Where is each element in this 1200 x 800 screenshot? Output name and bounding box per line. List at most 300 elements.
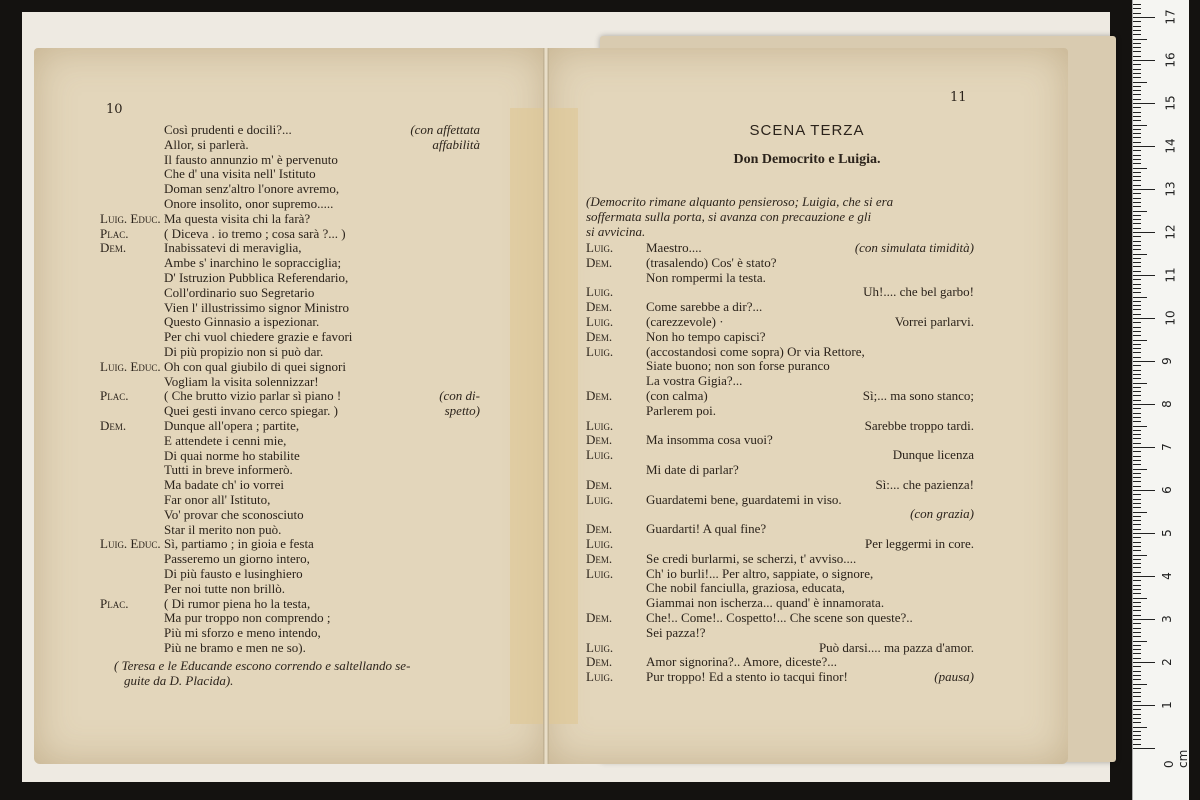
ruler-tick (1133, 563, 1141, 564)
ruler-tick (1133, 202, 1141, 203)
ruler-tick (1133, 116, 1141, 117)
verse-line: Che nobil fanciulla, graziosa, educata, (646, 580, 845, 596)
verse-line: Mi date di parlar? (646, 462, 739, 477)
ruler-tick (1133, 567, 1141, 568)
ruler-tick (1133, 593, 1141, 594)
ruler-tick (1133, 374, 1141, 375)
ruler-tick (1133, 679, 1141, 680)
ruler-number: 6 (1159, 486, 1174, 494)
speaker-label: Luig. (586, 669, 614, 685)
ruler-tick (1133, 370, 1141, 371)
verse-line: Di più fausto e lusinghiero (164, 566, 303, 581)
verse-line: Ch' io burli!... Per altro, sappiate, o signore, (646, 565, 874, 581)
verse-line: Di più propizio non si può dar. (164, 344, 324, 359)
verse-line: Oh con qual giubilo di quei signori (164, 358, 346, 374)
ruler-tick (1133, 129, 1141, 130)
verse-line: Ma pur troppo non comprendo ; (164, 610, 331, 626)
speaker-label: Dem. (100, 240, 127, 256)
ruler-tick (1133, 219, 1141, 220)
ruler-tick (1133, 576, 1155, 577)
ruler-tick (1133, 352, 1141, 353)
ruler-number: 16 (1163, 52, 1178, 68)
ruler-tick (1133, 51, 1141, 52)
ruler-tick (1133, 180, 1141, 181)
speaker-label: Dem. (586, 299, 613, 315)
speaker-label: Luig. (586, 565, 614, 581)
page-number: 10 (106, 102, 123, 117)
verse-line: Giammai non ischerza... quand' è innamorata. (646, 595, 885, 611)
verse-line: Più mi sforzo e meno intendo, (164, 625, 321, 641)
verse-line: (trasalendo) Cos' è stato? (646, 254, 777, 270)
ruler-tick (1133, 602, 1141, 603)
ruler-tick (1133, 331, 1141, 332)
ruler-tick (1133, 26, 1141, 27)
ruler-number: 5 (1159, 529, 1174, 537)
speaker-label: Luig. (586, 284, 614, 300)
scene-title: SCENA TERZA (749, 122, 865, 139)
verse-line: Più ne bramo e men ne so). (164, 640, 306, 655)
ruler-number: 15 (1163, 95, 1178, 111)
ruler-tick (1133, 520, 1141, 521)
speaker-label: Dem. (586, 328, 613, 344)
ruler-tick (1133, 172, 1141, 173)
speaker-label: Dem. (586, 476, 613, 492)
aside-text: Sì:... che pazienza! (875, 476, 974, 492)
aside-text: Vorrei parlarvi. (894, 314, 974, 329)
ruler-tick (1133, 185, 1141, 186)
ruler-tick (1133, 623, 1141, 624)
ruler-tick (1133, 365, 1141, 366)
ruler-tick (1133, 348, 1141, 349)
ruler-tick (1133, 400, 1141, 401)
ruler-number: 13 (1163, 181, 1178, 197)
verse-line: Pur troppo! Ed a stento io tacqui finor! (646, 669, 848, 685)
verse-line: Ma questa visita chi la farà? (164, 210, 311, 226)
aside-text: Dunque licenza (892, 447, 974, 463)
verse-line: Doman senz'altro l'onore avremo, (164, 181, 340, 197)
page-number: 11 (950, 90, 967, 105)
speaker-label: Plac. (100, 388, 129, 404)
aside-text: (con di- (439, 388, 480, 404)
ruler-tick (1133, 507, 1141, 508)
ruler-tick (1133, 314, 1141, 315)
verse-line: Così prudenti e docili?... (164, 122, 292, 137)
ruler-tick (1133, 477, 1141, 478)
verse-line: Amor signorina?.. Amore, diceste?... (646, 654, 837, 670)
ruler-tick (1133, 30, 1141, 31)
ruler-tick (1133, 533, 1155, 534)
verse-line: Che!.. Come!.. Cospetto!... Che scene son queste?.. (646, 610, 913, 625)
ruler-tick (1133, 555, 1147, 556)
ruler-tick (1133, 426, 1147, 427)
ruler-tick (1133, 589, 1141, 590)
ruler-tick (1133, 211, 1147, 212)
stage-direction: guite da D. Placida). (124, 673, 234, 688)
ruler-tick (1133, 417, 1141, 418)
speaker-label: Luig. Educ. (100, 358, 161, 374)
right-page (546, 48, 1068, 764)
ruler-tick (1133, 443, 1141, 444)
verse-line: (carezzevole) · (646, 314, 724, 329)
ruler-tick (1133, 189, 1155, 190)
ruler-tick (1133, 658, 1141, 659)
verse-line: Vien l' illustrissimo signor Ministro (164, 299, 350, 315)
ruler-tick (1133, 632, 1141, 633)
verse-line: Star il merito non può. (164, 521, 282, 537)
ruler-tick (1133, 206, 1141, 207)
ruler-tick (1133, 469, 1147, 470)
verse-line: Dunque all'opera ; partite, (164, 418, 300, 433)
verse-line: Siate buono; non son forse puranco (646, 358, 830, 374)
ruler-tick (1133, 73, 1141, 74)
binding-tape (510, 108, 546, 724)
ruler-tick (1133, 223, 1141, 224)
ruler-tick (1133, 327, 1141, 328)
ruler-tick (1133, 641, 1147, 642)
left-page (34, 48, 546, 764)
ruler-tick (1133, 606, 1141, 607)
ruler-tick (1133, 735, 1141, 736)
verse-line: Inabissatevi di meraviglia, (164, 240, 302, 256)
aside-text: (con simulata timidità) (854, 240, 974, 255)
verse-line: Tutti in breve informerò. (164, 462, 293, 478)
speaker-label: Plac. (100, 225, 129, 241)
aside-text: Sì;... ma sono stanco; (862, 388, 974, 403)
speaker-label: Luig. (586, 447, 614, 463)
ruler-tick (1133, 86, 1141, 87)
ruler-tick (1133, 318, 1155, 319)
ruler-tick (1133, 542, 1141, 543)
ruler-tick (1133, 69, 1141, 70)
verse-line: Non rompermi la testa. (646, 269, 766, 285)
ruler-tick (1133, 309, 1141, 310)
ruler-tick (1133, 357, 1141, 358)
ruler-number: 17 (1163, 9, 1178, 25)
ruler-tick (1133, 292, 1141, 293)
ruler-tick (1133, 494, 1141, 495)
verse-line: Vogliam la visita solennizzar! (164, 373, 319, 389)
ruler-tick (1133, 99, 1141, 100)
ruler-tick (1133, 516, 1141, 517)
verse-line: Vo' provar che sconosciuto (164, 506, 304, 522)
verse-line: Passeremo un giorno intero, (164, 551, 310, 567)
ruler-tick (1133, 39, 1147, 40)
ruler-tick (1133, 718, 1141, 719)
stage-direction: si avvicina. (586, 224, 646, 239)
scene-characters: Don Democrito e Luigia. (733, 152, 881, 167)
ruler-tick (1133, 262, 1141, 263)
stage-direction: ( Teresa e le Educande escono correndo e saltellando se- (114, 658, 411, 673)
speaker-label: Dem. (586, 550, 613, 566)
ruler-tick (1133, 512, 1147, 513)
ruler-tick (1133, 460, 1141, 461)
ruler-tick (1133, 305, 1141, 306)
ruler-tick (1133, 692, 1141, 693)
ruler-number: 1 (1159, 701, 1174, 709)
ruler-tick (1133, 378, 1141, 379)
ruler-tick (1133, 17, 1155, 18)
aside-text: Sarebbe troppo tardi. (864, 417, 974, 433)
ruler-tick (1133, 64, 1141, 65)
ruler-tick (1133, 236, 1141, 237)
ruler-tick (1133, 413, 1141, 414)
aside-text: (con affettata (410, 122, 480, 137)
stage-direction: soffermata sulla porta, si avanza con precauzione e gli (586, 209, 872, 224)
ruler-tick (1133, 13, 1141, 14)
verse-line: Non ho tempo capisci? (646, 328, 766, 344)
ruler-tick (1133, 619, 1155, 620)
verse-line: Maestro.... (646, 240, 702, 255)
speaker-label: Luig. (586, 639, 614, 655)
speaker-label: Luig. (586, 491, 614, 507)
ruler-number: 0 cm (1162, 749, 1190, 768)
speaker-label: Luig. Educ. (100, 536, 161, 552)
ruler-tick (1133, 77, 1141, 78)
speaker-label: Plac. (100, 595, 129, 611)
verse-line: Per noi tutte non brillò. (164, 580, 285, 596)
ruler-tick (1133, 653, 1141, 654)
ruler-tick (1133, 486, 1141, 487)
verse-line: Allor, si parlerà. (164, 136, 249, 152)
speaker-label: Dem. (586, 388, 613, 403)
ruler-tick (1133, 198, 1141, 199)
aside-text: Per leggermi in core. (864, 536, 974, 551)
ruler-tick (1133, 628, 1141, 629)
ruler-tick (1133, 615, 1141, 616)
verse-line: Guardarti! A qual fine? (646, 521, 767, 537)
ruler-tick (1133, 228, 1141, 229)
ruler-number: 3 (1159, 615, 1174, 623)
ruler-number: 8 (1159, 400, 1174, 408)
ruler-tick (1133, 585, 1141, 586)
ruler-tick (1133, 636, 1141, 637)
verse-line: Sì, partiamo ; in gioia e festa (164, 536, 314, 552)
ruler-tick (1133, 56, 1141, 57)
ruler-tick (1133, 159, 1141, 160)
ruler-tick (1133, 490, 1155, 491)
verse-line: Guardatemi bene, guardatemi in viso. (646, 491, 842, 507)
ruler-tick (1133, 383, 1147, 384)
speaker-label: Dem. (586, 654, 613, 670)
ruler-tick (1133, 241, 1141, 242)
ruler-tick (1133, 301, 1141, 302)
ruler-tick (1133, 464, 1141, 465)
ruler-tick (1133, 395, 1141, 396)
ruler-tick (1133, 727, 1147, 728)
speaker-label: Luig. Educ. (100, 210, 161, 226)
ruler-tick (1133, 546, 1141, 547)
ruler-tick (1133, 473, 1141, 474)
ruler-tick (1133, 430, 1141, 431)
ruler-tick (1133, 90, 1141, 91)
ruler-tick (1133, 103, 1155, 104)
speaker-label: Dem. (100, 418, 127, 433)
speaker-label: Luig. (586, 240, 614, 255)
verse-line: Parlerem poi. (646, 402, 717, 418)
ruler-tick (1133, 275, 1155, 276)
ruler-tick (1133, 666, 1141, 667)
ruler-tick (1133, 284, 1141, 285)
ruler-tick (1133, 288, 1141, 289)
verse-line: La vostra Gigia?... (646, 373, 743, 389)
ruler-tick (1133, 150, 1141, 151)
ruler-tick (1133, 456, 1141, 457)
ruler-tick (1133, 550, 1141, 551)
ruler-tick (1133, 340, 1147, 341)
ruler-tick (1133, 580, 1141, 581)
speaker-label: Dem. (586, 432, 613, 448)
ruler-tick (1133, 176, 1141, 177)
ruler-tick (1133, 133, 1141, 134)
verse-line: ( Che brutto vizio parlar sì piano ! (164, 388, 342, 404)
ruler-tick (1133, 731, 1141, 732)
ruler-tick (1133, 537, 1141, 538)
speaker-label: Luig. (586, 343, 614, 359)
ruler-number: 2 (1159, 658, 1174, 666)
ruler-tick (1133, 688, 1141, 689)
ruler-tick (1133, 722, 1141, 723)
ruler-tick (1133, 744, 1141, 745)
ruler-tick (1133, 279, 1141, 280)
ruler-tick (1133, 499, 1141, 500)
verse-line: Onore insolito, onor supremo..... (164, 196, 334, 211)
ruler-tick (1133, 344, 1141, 345)
ruler-tick (1133, 387, 1141, 388)
stage-direction: (Democrito rimane alquanto pensieroso; Luigia, che si era (586, 194, 894, 209)
verse-line: Questo Ginnasio a ispezionar. (164, 314, 320, 330)
verse-line: Il fausto annunzio m' è pervenuto (164, 151, 338, 167)
ruler-tick (1133, 34, 1141, 35)
ruler-tick (1133, 524, 1141, 525)
ruler-tick (1133, 232, 1155, 233)
ruler-tick (1133, 684, 1147, 685)
ruler-tick (1133, 168, 1147, 169)
verse-line: Ma badate ch' io vorrei (164, 477, 285, 493)
ruler-tick (1133, 451, 1141, 452)
ruler-tick (1133, 408, 1141, 409)
ruler-tick (1133, 112, 1141, 113)
ruler-tick (1133, 447, 1155, 448)
verse-line: Se credi burlarmi, se scherzi, t' avviso.... (646, 550, 857, 566)
ruler-tick (1133, 705, 1155, 706)
ruler-tick (1133, 322, 1141, 323)
ruler-tick (1133, 163, 1141, 164)
ruler-tick (1133, 142, 1141, 143)
ruler-tick (1133, 155, 1141, 156)
measuring-ruler (1132, 0, 1189, 800)
speaker-label: Dem. (586, 254, 613, 270)
verse-line: (accostandosi come sopra) Or via Rettore, (646, 343, 865, 359)
ruler-tick (1133, 438, 1141, 439)
ruler-number: 4 (1159, 572, 1174, 580)
aside-text: (pausa) (934, 669, 974, 685)
ruler-tick (1133, 125, 1147, 126)
ruler-tick (1133, 335, 1141, 336)
ruler-tick (1133, 421, 1141, 422)
aside-text: affabilità (432, 136, 480, 152)
ruler-tick (1133, 60, 1155, 61)
ruler-tick (1133, 258, 1141, 259)
speaker-label: Dem. (586, 610, 613, 625)
ruler-tick (1133, 107, 1141, 108)
ruler-tick (1133, 434, 1141, 435)
ruler-tick (1133, 701, 1141, 702)
ruler-tick (1133, 649, 1141, 650)
aside-text: spetto) (444, 403, 480, 419)
ruler-tick (1133, 572, 1141, 573)
aside-text: (con grazia) (910, 506, 974, 522)
ruler-tick (1133, 146, 1155, 147)
ruler-tick (1133, 404, 1155, 405)
ruler-tick (1133, 748, 1155, 749)
verse-line: Per chi vuol chiedere grazie e favori (164, 329, 353, 345)
ruler-number: 12 (1163, 224, 1178, 240)
ruler-tick (1133, 696, 1141, 697)
verse-line: Far onor all' Istituto, (164, 492, 271, 507)
ruler-tick (1133, 739, 1141, 740)
ruler-tick (1133, 529, 1141, 530)
verse-line: D' Istruzion Pubblica Referendario, (164, 270, 349, 285)
ruler-tick (1133, 662, 1155, 663)
aside-text: Uh!.... che bel garbo! (863, 284, 974, 300)
ruler-tick (1133, 94, 1141, 95)
binding-tape (548, 108, 578, 724)
speaker-label: Dem. (586, 521, 613, 537)
ruler-tick (1133, 21, 1141, 22)
ruler-number: 14 (1163, 138, 1178, 154)
verse-line: E attendete i cenni mie, (164, 432, 287, 448)
ruler-tick (1133, 559, 1141, 560)
ruler-tick (1133, 671, 1141, 672)
ruler-number: 7 (1159, 443, 1174, 451)
verse-line: Quei gesti invano cerco spiegar. ) (164, 403, 338, 419)
ruler-tick (1133, 391, 1141, 392)
verse-line: Ambe s' inarchino le sopracciglia; (164, 255, 342, 271)
ruler-tick (1133, 4, 1141, 5)
ruler-tick (1133, 297, 1147, 298)
ruler-tick (1133, 215, 1141, 216)
ruler-tick (1133, 675, 1141, 676)
ruler-tick (1133, 43, 1141, 44)
ruler-tick (1133, 8, 1141, 9)
verse-line: Di quai norme ho stabilite (164, 447, 300, 463)
ruler-tick (1133, 610, 1141, 611)
speaker-label: Luig. (586, 417, 614, 433)
verse-line: (con calma) (646, 388, 708, 403)
verse-line: Che d' una visita nell' Istituto (164, 166, 316, 182)
aside-text: Può darsi.... ma pazza d'amor. (818, 639, 974, 655)
ruler-tick (1133, 245, 1141, 246)
speaker-label: Luig. (586, 314, 614, 329)
ruler-number: 10 (1163, 310, 1178, 326)
ruler-number: 9 (1159, 357, 1174, 365)
ruler-tick (1133, 709, 1141, 710)
ruler-tick (1133, 120, 1141, 121)
verse-line: ( Di rumor piena ho la testa, (164, 595, 311, 611)
verse-line: Ma insomma cosa vuoi? (646, 432, 773, 448)
ruler-tick (1133, 137, 1141, 138)
ruler-number: 11 (1163, 267, 1178, 283)
ruler-tick (1133, 481, 1141, 482)
verse-line: Sei pazza!? (646, 624, 706, 640)
ruler-tick (1133, 47, 1141, 48)
ruler-tick (1133, 714, 1141, 715)
book-gutter (543, 48, 549, 764)
ruler-tick (1133, 645, 1141, 646)
ruler-tick (1133, 271, 1141, 272)
ruler-tick (1133, 598, 1147, 599)
ruler-tick (1133, 254, 1147, 255)
